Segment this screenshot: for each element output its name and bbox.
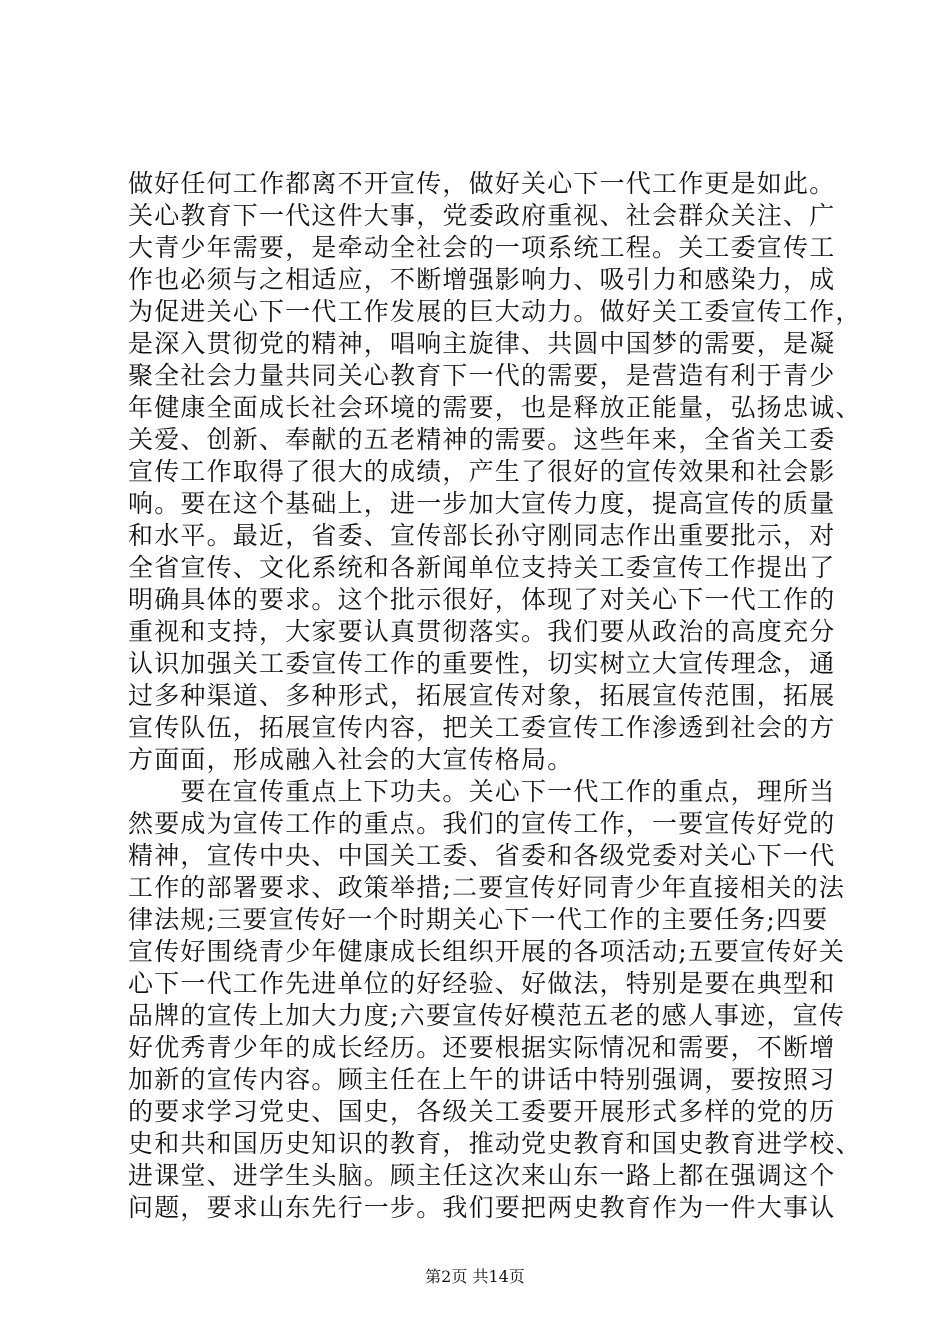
text-line: 为促进关心下一代工作发展的巨大动力。做好关工委宣传工作， <box>128 297 862 326</box>
text-line: 宣传队伍，拓展宣传内容，把关工委宣传工作渗透到社会的方 <box>128 713 836 742</box>
text-line: 关爱、创新、奉献的五老精神的需要。这些年来，全省关工委 <box>128 425 836 454</box>
text-line: 然要成为宣传工作的重点。我们的宣传工作，一要宣传好党的 <box>128 809 836 838</box>
text-line: 方面面，形成融入社会的大宣传格局。 <box>128 745 574 774</box>
text-line: 史和共和国历史知识的教育，推动党史教育和国史教育进学校、 <box>128 1129 862 1158</box>
text-line: 过多种渠道、多种形式，拓展宣传对象，拓展宣传范围，拓展 <box>128 681 836 710</box>
text-line: 精神，宣传中央、中国关工委、省委和各级党委对关心下一代 <box>128 841 836 870</box>
text-line: 加新的宣传内容。顾主任在上午的讲话中特别强调，要按照习 <box>128 1065 836 1094</box>
body-text <box>128 168 862 1224</box>
text-line: 和水平。最近，省委、宣传部长孙守刚同志作出重要批示，对 <box>128 521 836 550</box>
text-line: 响。要在这个基础上，进一步加大宣传力度，提高宣传的质量 <box>128 489 836 518</box>
text-line: 工作的部署要求、政策举措;二要宣传好同青少年直接相关的法 <box>128 873 846 902</box>
text-line: 心下一代工作先进单位的好经验、好做法，特别是要在典型和 <box>128 969 836 998</box>
text-line: 聚全社会力量共同关心教育下一代的需要，是营造有利于青少 <box>128 361 836 390</box>
text-line: 的要求学习党史、国史，各级关工委要开展形式多样的党的历 <box>128 1097 836 1126</box>
text-line: 进课堂、进学生头脑。顾主任这次来山东一路上都在强调这个 <box>128 1161 836 1190</box>
text-line: 大青少年需要，是牵动全社会的一项系统工程。关工委宣传工 <box>128 233 836 262</box>
text-line: 问题，要求山东先行一步。我们要把两史教育作为一件大事认 <box>128 1193 836 1222</box>
text-line: 律法规;三要宣传好一个时期关心下一代工作的主要任务;四要 <box>128 905 829 934</box>
text-line: 宣传工作取得了很大的成绩，产生了很好的宣传效果和社会影 <box>128 457 836 486</box>
text-line: 认识加强关工委宣传工作的重要性，切实树立大宣传理念，通 <box>128 649 836 678</box>
text-line: 宣传好围绕青少年健康成长组织开展的各项活动;五要宣传好关 <box>128 937 846 966</box>
text-line: 作也必须与之相适应，不断增强影响力、吸引力和感染力，成 <box>128 265 836 294</box>
text-line: 好优秀青少年的成长经历。还要根据实际情况和需要，不断增 <box>128 1033 836 1062</box>
text-line: 要在宣传重点上下功夫。关心下一代工作的重点，理所当 <box>128 777 836 806</box>
text-line: 是深入贯彻党的精神，唱响主旋律、共圆中国梦的需要，是凝 <box>128 329 836 358</box>
page-number-footer: 第2页 共14页 <box>425 1267 525 1286</box>
text-line: 年健康全面成长社会环境的需要，也是释放正能量，弘扬忠诚、 <box>128 393 862 422</box>
text-line: 品牌的宣传上加大力度;六要宣传好模范五老的感人事迹，宣传 <box>128 1001 846 1030</box>
text-line: 关心教育下一代这件大事，党委政府重视、社会群众关注、广 <box>128 201 836 230</box>
text-line: 明确具体的要求。这个批示很好，体现了对关心下一代工作的 <box>128 585 836 614</box>
text-line: 全省宣传、文化系统和各新闻单位支持关工委宣传工作提出了 <box>128 553 836 582</box>
text-line: 做好任何工作都离不开宣传，做好关心下一代工作更是如此。 <box>128 169 836 198</box>
text-line: 重视和支持，大家要认真贯彻落实。我们要从政治的高度充分 <box>128 617 836 646</box>
